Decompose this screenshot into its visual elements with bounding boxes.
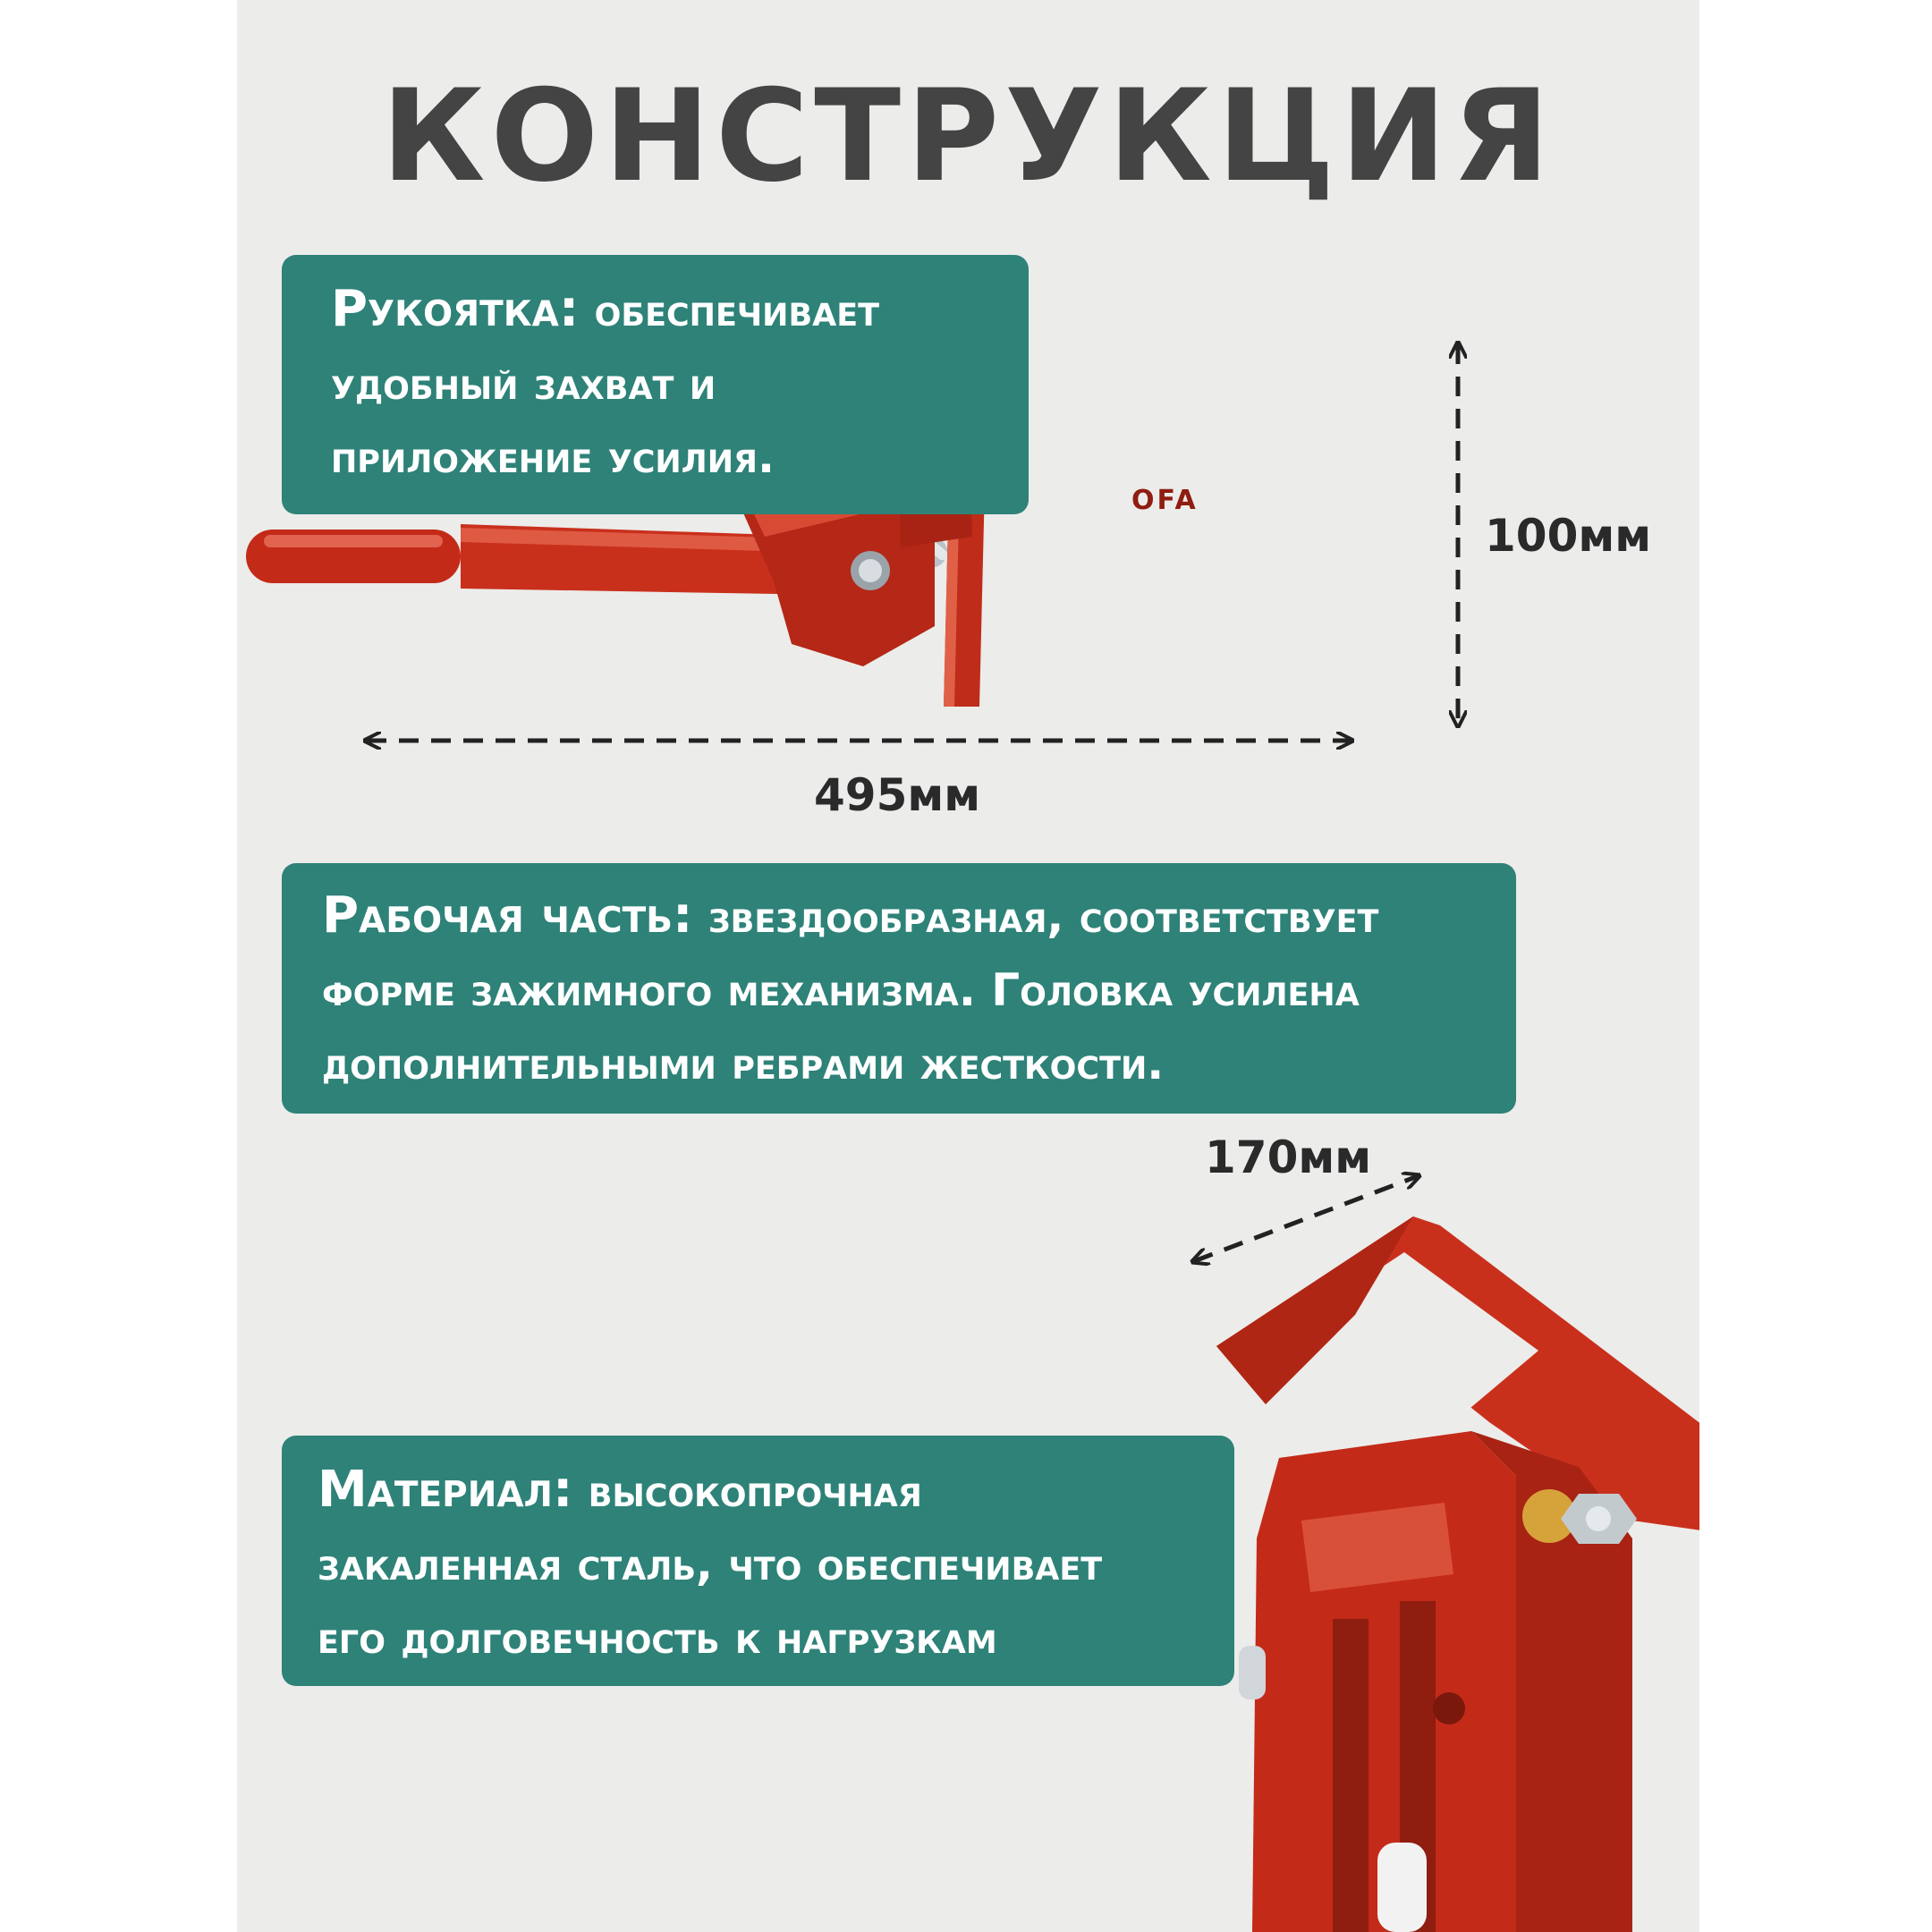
product-panel: [237, 0, 1699, 1932]
working-part-info-card: [282, 863, 1516, 1114]
card-heading: Материал:: [318, 1461, 573, 1519]
card-text: обеспечивает: [594, 284, 880, 336]
card-line: [322, 879, 1516, 953]
card-line: дополнительными ребрами жесткости.: [322, 1038, 1165, 1089]
card-heading: Рукоятка:: [331, 280, 580, 338]
page-title: КОНСТРУКЦИЯ: [381, 63, 1555, 210]
head-closeup: [1216, 1216, 1699, 1932]
length-dimension-label: 495мм: [814, 769, 981, 821]
brand-mark: OFA: [1131, 485, 1199, 516]
handle-info-card: [282, 255, 1029, 514]
card-heading: Рабочая часть:: [322, 886, 693, 945]
card-line: [318, 1453, 1234, 1528]
card-text: высокопрочная: [588, 1465, 922, 1517]
card-text: звездообразная, соответствует: [708, 891, 1379, 943]
card-line: приложение усилия.: [331, 431, 775, 483]
height-dimension-label: 100мм: [1485, 510, 1652, 562]
card-line: удобный захват и: [331, 358, 716, 410]
card-line: форме зажимного механизма. Головка усилена: [322, 964, 1360, 1016]
width-dimension-label: 170мм: [1205, 1131, 1372, 1183]
card-line: закаленная сталь, что обеспечивает: [318, 1538, 1103, 1590]
material-info-card: [282, 1436, 1234, 1686]
card-line: [331, 273, 1029, 347]
card-line: его долговечность к нагрузкам: [318, 1612, 997, 1664]
